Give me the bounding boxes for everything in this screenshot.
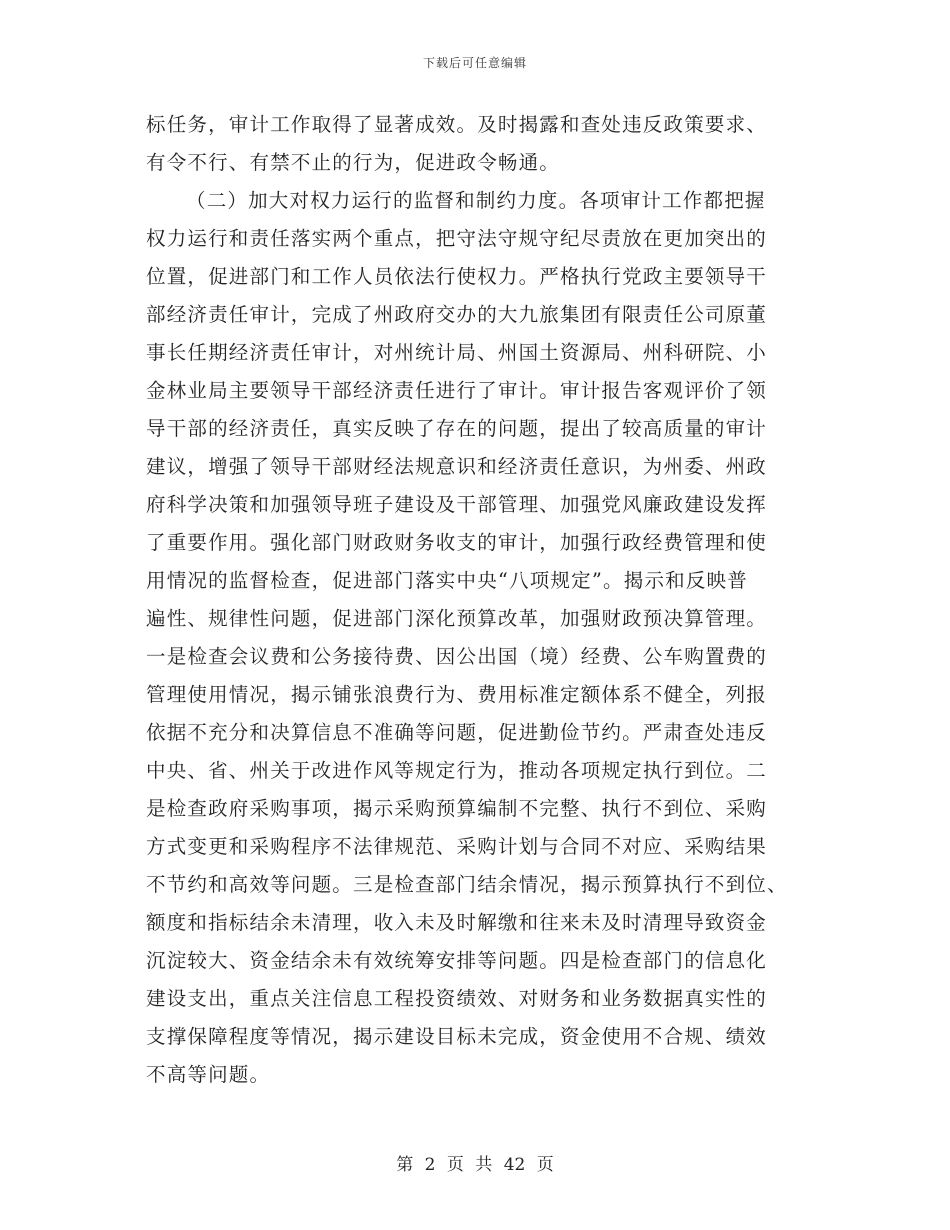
body-line: 金林业局主要领导干部经济责任进行了审计。审计报告客观评价了领 [146, 379, 768, 402]
page-header: 下载后可任意编辑 [422, 56, 527, 70]
body-line: 标任务，审计工作取得了显著成效。及时揭露和查处违反政策要求、 [146, 113, 768, 136]
body-line: 用情况的监督检查，促进部门落实中央“八项规定”。揭示和反映普 [146, 569, 748, 592]
body-line: 导干部的经济责任，真实反映了存在的问题，提出了较高质量的审计 [146, 417, 768, 440]
page-number-footer: 第 2 页 共 42 页 [396, 1155, 554, 1175]
body-line: 依据不充分和决算信息不准确等问题，促进勤俭节约。严肃查处违反 [146, 721, 768, 744]
body-line: 建议，增强了领导干部财经法规意识和经济责任意识，为州委、州政 [146, 455, 768, 478]
body-line: 建设支出，重点关注信息工程投资绩效、对财务和业务数据真实性的 [146, 987, 768, 1010]
body-line: 额度和指标结余未清理，收入未及时解缴和往来未及时清理导致资金 [146, 911, 768, 934]
body-line: 不节约和高效等问题。三是检查部门结余情况，揭示预算执行不到位、 [146, 873, 788, 896]
body-line: 事长任期经济责任审计，对州统计局、州国土资源局、州科研院、小 [146, 341, 768, 364]
section-heading-line: （二）加大对权力运行的监督和制约力度。各项审计工作都把握 [186, 189, 766, 212]
body-line: 有令不行、有禁不止的行为，促进政令畅通。 [146, 151, 561, 174]
body-line: 沉淀较大、资金结余未有效统筹安排等问题。四是检查部门的信息化 [146, 949, 768, 972]
body-line: 中央、省、州关于改进作风等规定行为，推动各项规定执行到位。二 [146, 759, 768, 782]
body-line: 不高等问题。 [146, 1063, 271, 1086]
body-line: 方式变更和采购程序不法律规范、采购计划与合同不对应、采购结果 [146, 835, 768, 858]
body-line: 权力运行和责任落实两个重点，把守法守规守纪尽责放在更加突出的 [146, 227, 768, 250]
body-line: 府科学决策和加强领导班子建设及干部管理、加强党风廉政建设发挥 [146, 493, 768, 516]
body-line: 支撑保障程度等情况，揭示建设目标未完成，资金使用不合规、绩效 [146, 1025, 768, 1048]
body-line: 位置，促进部门和工作人员依法行使权力。严格执行党政主要领导干 [146, 265, 768, 288]
body-line: 管理使用情况，揭示铺张浪费行为、费用标准定额体系不健全，列报 [146, 683, 768, 706]
body-line: 遍性、规律性问题，促进部门深化预算改革，加强财政预决算管理。 [146, 607, 768, 630]
body-line: 一是检查会议费和公务接待费、因公出国（境）经费、公车购置费的 [146, 645, 768, 668]
document-body [146, 106, 806, 1094]
body-line: 了重要作用。强化部门财政财务收支的审计，加强行政经费管理和使 [146, 531, 768, 554]
body-line: 部经济责任审计，完成了州政府交办的大九旅集团有限责任公司原董 [146, 303, 768, 326]
body-line: 是检查政府采购事项，揭示采购预算编制不完整、执行不到位、采购 [146, 797, 768, 820]
